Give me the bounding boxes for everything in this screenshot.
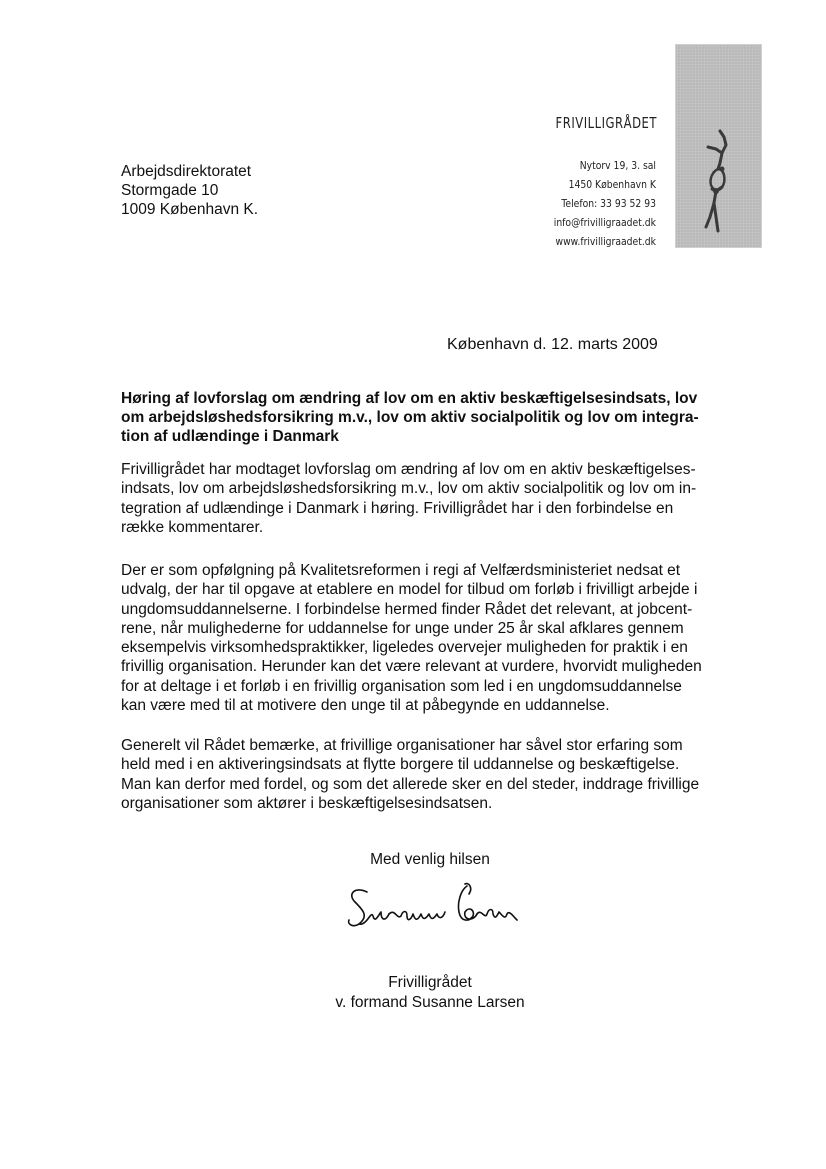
subject-line: om arbejdsløshedsforsikring m.v., lov om aktiv socialpolitik og lov om integra- bbox=[121, 409, 699, 426]
paragraph-line: held med i en aktiveringsindsats at flytte borgere til uddannelse og beskæftigelse. bbox=[121, 756, 680, 774]
paragraph-line: kan være med til at motivere den unge til at påbegynde en uddannelse. bbox=[121, 697, 610, 715]
signature-signer: v. formand Susanne Larsen bbox=[335, 994, 525, 1011]
closing-salutation: Med venlig hilsen bbox=[370, 851, 490, 868]
paragraph-line: frivillig organisation. Herunder kan det være relevant at vurdere, hvorvidt muligheden bbox=[121, 658, 702, 676]
signature-strokes bbox=[345, 880, 525, 940]
letter-date: København d. 12. marts 2009 bbox=[447, 336, 658, 353]
paragraph-line: organisationer som aktører i beskæftigelsesindsatsen. bbox=[121, 794, 493, 812]
letterhead-street: Nytorv 19, 3. sal bbox=[579, 160, 656, 172]
paragraph-line: eksempelvis virksomhedspraktikker, ligeledes overvejer muligheden for praktik i en bbox=[121, 639, 688, 657]
paragraph-line: Frivilligrådet har modtaget lovforslag om ændring af lov om en aktiv beskæftigelses- bbox=[121, 461, 696, 478]
paragraph-line: indsats, lov om arbejdsløshedsforsikring m.v., lov om aktiv socialpolitik og lov om in- bbox=[121, 480, 697, 498]
signature-org: Frivilligrådet bbox=[388, 974, 472, 991]
body-paragraph-2 bbox=[121, 561, 761, 715]
paragraph-line: rene, når mulighederne for uddannelse for unge under 25 år skal afklares gennem bbox=[121, 619, 684, 637]
letterhead-org-name: FRIVILLIGRÅDET bbox=[555, 114, 657, 132]
paragraph-line: Der er som opfølgning på Kvalitetsreformen i regi af Velfærdsministeriet nedsat et bbox=[121, 562, 681, 579]
letterhead-website: www.frivilligraadet.dk bbox=[555, 236, 656, 248]
paragraph-line: række kommentarer. bbox=[121, 518, 264, 536]
recipient-name: Arbejdsdirektoratet bbox=[121, 163, 252, 180]
subject-line: tion af udlændinge i Danmark bbox=[121, 428, 339, 445]
logo-figures bbox=[676, 45, 761, 247]
letterhead-phone: Telefon: 33 93 52 93 bbox=[561, 198, 656, 210]
paragraph-line: ungdomsuddannelserne. I forbindelse hermed finder Rådet det relevant, at jobcent- bbox=[121, 600, 693, 618]
body-paragraph-1 bbox=[121, 460, 761, 537]
letterhead-address bbox=[490, 157, 656, 252]
paragraph-line: udvalg, der har til opgave at etablere en model for tilbud om forløb i frivilligt arbejde i bbox=[121, 581, 698, 599]
recipient-street: Stormgade 10 bbox=[121, 182, 219, 199]
subject-line: Høring af lovforslag om ændring af lov om en aktiv beskæftigelsesindsats, lov bbox=[121, 390, 698, 407]
letterhead-email: info@frivilligraadet.dk bbox=[553, 217, 656, 229]
paragraph-line: tegration af udlændinge i Danmark i høring. Frivilligrådet har i den forbindelse en bbox=[121, 499, 674, 517]
signature-block bbox=[300, 973, 560, 1013]
recipient-city: 1009 København K. bbox=[121, 201, 259, 218]
letter-subject bbox=[121, 389, 761, 446]
paragraph-line: Generelt vil Rådet bemærke, at frivillige organisationer har såvel stor erfaring som bbox=[121, 737, 683, 754]
recipient-address bbox=[121, 162, 258, 219]
dancing-figures-logo-icon bbox=[675, 44, 762, 248]
body-paragraph-3 bbox=[121, 736, 761, 813]
handwritten-signature bbox=[345, 880, 525, 940]
letterhead-city: 1450 København K bbox=[568, 179, 656, 191]
paragraph-line: for at deltage i et forløb i en frivillig organisation som led i en ungdomsuddannelse bbox=[121, 677, 682, 695]
paragraph-line: Man kan derfor med fordel, og som det allerede sker en del steder, inddrage frivillige bbox=[121, 775, 700, 793]
